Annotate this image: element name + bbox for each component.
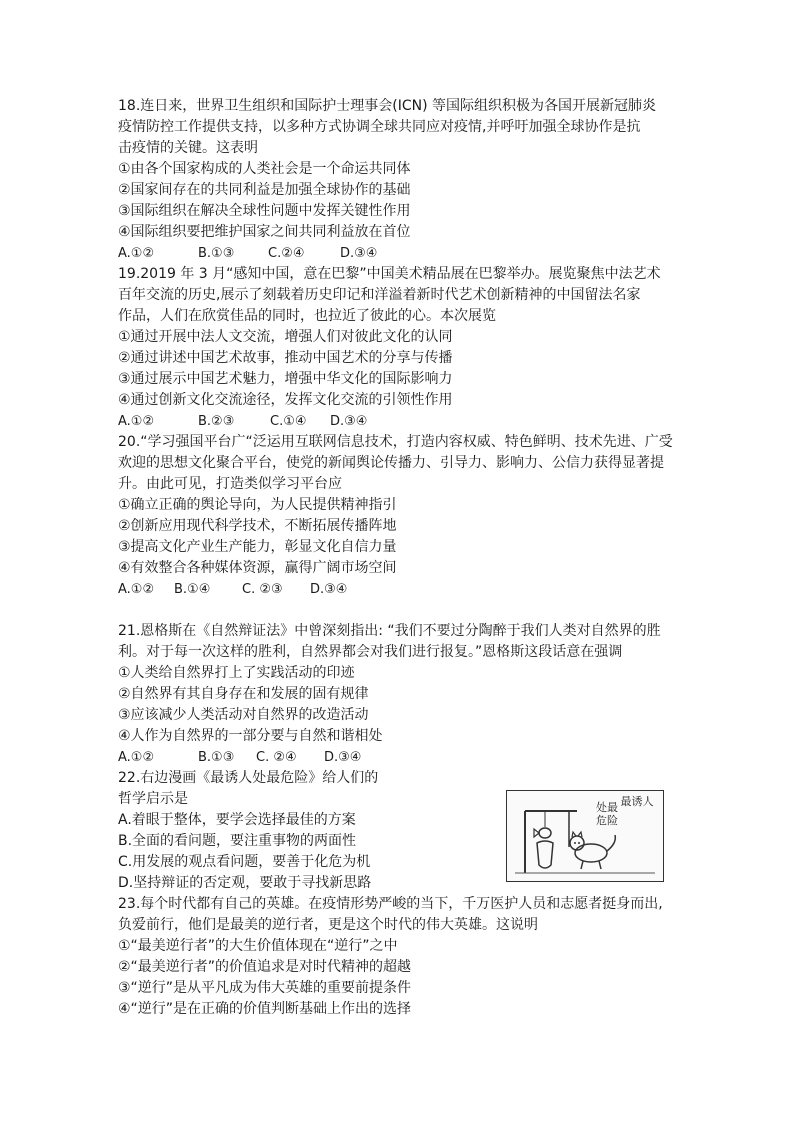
option-1: ①“最美逆行者”的大生价值体现在“逆行”之中 (118, 938, 398, 954)
option-2: ②“最美逆行者”的价值追求是对时代精神的超越 (118, 959, 412, 975)
option-2: ②自然界有其自身存在和发展的固有规律 (118, 686, 369, 702)
choice-a: A.①② (118, 414, 155, 429)
stem-line: 利。对于每一次这样的胜利，自然界都会对我们进行报复。”恩格斯这段话意在强调 (118, 644, 623, 660)
option-a: A.着眼于整体，要学会选择最佳的方案 (118, 812, 356, 828)
answer-choices (118, 747, 678, 768)
choice-b: B.②③ (198, 414, 235, 429)
choice-b: B.①③ (198, 246, 235, 261)
question-18-stem (118, 96, 678, 159)
choice-c: C.①④ (270, 414, 307, 429)
option-4: ④通过创新文化交流途径，发挥文化交流的引领性作用 (118, 392, 453, 408)
question-22 (118, 768, 678, 894)
question-23-stem (118, 894, 678, 936)
option-3: ③通过展示中国艺术魅力，增强中华文化的国际影响力 (118, 371, 453, 387)
stem-line: 负爱前行，他们是最美的逆行者，更是这个时代的伟大英雄。这说明 (118, 917, 538, 933)
stem-line: 20.“学习强国平台广“泛运用互联网信息技术，打造内容权威、特色鲜明、技术先进、广受 (118, 434, 673, 450)
question-20 (118, 432, 678, 600)
choice-a: A.①② (118, 750, 155, 765)
choice-b: B.①③ (198, 750, 235, 765)
choice-d: D.③④ (330, 414, 368, 429)
stem-line: 击疫情的关键。这表明 (118, 140, 258, 156)
option-4: ④有效整合各种媒体资源，赢得广阔市场空间 (118, 560, 397, 576)
option-3: ③国际组织在解决全球性问题中发挥关键性作用 (118, 203, 411, 219)
option-4: ④“逆行”是在正确的价值判断基础上作出的选择 (118, 1001, 412, 1017)
option-3: ③提高文化产业生产能力，彰显文化自信力量 (118, 539, 397, 555)
stem-line: 18.连日来，世界卫生组织和国际护士理事会(ICN) 等国际组织积极为各国开展新冠肺炎 (118, 98, 657, 114)
stem-line: 19.2019 年 3 月“感知中国，意在巴黎”中国美术精品展在巴黎举办。展览聚焦中法艺术 (118, 266, 661, 282)
option-1: ①确立正确的舆论导向，为人民提供精神指引 (118, 497, 397, 513)
option-3: ③“逆行”是从平凡成为伟大英雄的重要前提条件 (118, 980, 412, 996)
stem-line: 23.每个时代都有自己的英雄。在疫情形势严峻的当下，千万医护人员和志愿者挺身而出, (118, 896, 663, 912)
option-4: ④人作为自然界的一部分要与自然和谐相处 (118, 728, 383, 744)
answer-choices (118, 579, 678, 600)
stem-line: 作品，人们在欣赏佳品的同时，也拉近了彼此的心。本次展览 (118, 308, 496, 324)
choice-c: C. ②③ (242, 582, 283, 597)
option-3: ③应该减少人类活动对自然界的改造活动 (118, 707, 369, 723)
stem-line: 百年交流的历史,展示了刻载着历史印记和洋溢着新时代艺术创新精神的中国留法名家 (118, 287, 641, 303)
stem-line: 疫情防控工作提供支持，以多种方式协调全球共同应对疫情,并呼吁加强全球协作是抗 (118, 119, 641, 135)
option-1: ①由各个国家构成的人类社会是一个命运共同体 (118, 161, 411, 177)
option-2: ②通过讲述中国艺术故事，推动中国艺术的分享与传播 (118, 350, 453, 366)
question-21-stem (118, 621, 678, 663)
stem-line: 22.右边漫画《最诱人处最危险》给人们的 (118, 770, 379, 786)
option-1: ①通过开展中法人文交流，增强人们对彼此文化的认同 (118, 329, 453, 345)
choice-d: D.③④ (310, 582, 348, 597)
choice-a: A.①② (118, 582, 155, 597)
question-23 (118, 894, 678, 1020)
question-list (118, 96, 678, 1020)
answer-choices (118, 243, 678, 264)
stem-line: 欢迎的思想文化聚合平台，使党的新闻舆论传播力、引导力、影响力、公信力获得显著提 (118, 455, 664, 471)
answer-choices (118, 411, 678, 432)
cartoon-caption-left: 处最危险 (596, 801, 618, 827)
choice-a: A.①② (118, 246, 155, 261)
question-19-stem (118, 264, 678, 327)
choice-d: D.③④ (324, 750, 362, 765)
option-2: ②国家间存在的共同利益是加强全球协作的基础 (118, 182, 411, 198)
choice-c: C.②④ (268, 246, 305, 261)
option-4: ④国际组织要把维护国家之间共同利益放在首位 (118, 224, 411, 240)
stem-line: 升。由此可见，打造类似学习平台应 (118, 476, 342, 492)
option-b: B.全面的看问题，要注重事物的两面性 (118, 833, 357, 849)
cartoon-image (506, 790, 664, 882)
option-2: ②创新应用现代科学技术，不断拓展传播阵地 (118, 518, 397, 534)
question-21 (118, 621, 678, 768)
stem-line: 哲学启示是 (118, 791, 188, 807)
question-20-stem (118, 432, 678, 495)
spacer (118, 600, 678, 621)
option-1: ①人类给自然界打上了实践活动的印迹 (118, 665, 355, 681)
stem-line: 21.恩格斯在《自然辩证法》中曾深刻指出: “我们不要过分陶醉于我们人类对自然界的胜 (118, 623, 661, 639)
option-c: C.用发展的观点看问题，要善于化危为机 (118, 854, 371, 870)
cartoon-caption-right: 最诱人 (620, 795, 654, 808)
option-d: D.坚持辩证的否定观，要敢于寻找新思路 (118, 875, 372, 891)
choice-c: C. ②④ (256, 750, 297, 765)
choice-d: D.③④ (340, 246, 378, 261)
choice-b: B.①④ (174, 582, 211, 597)
question-18 (118, 96, 678, 264)
question-19 (118, 264, 678, 432)
